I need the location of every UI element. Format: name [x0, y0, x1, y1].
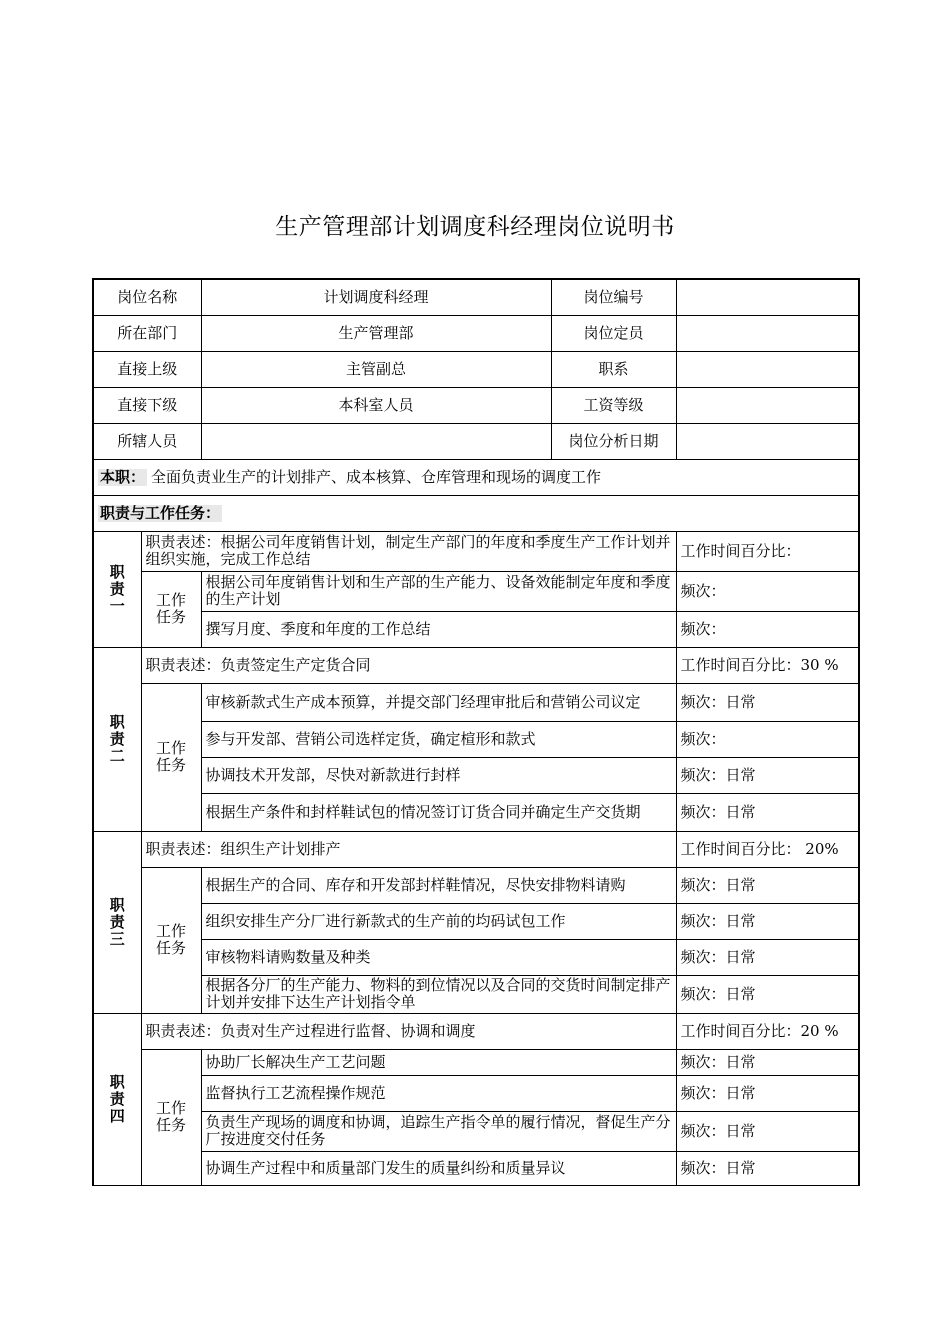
info-label: 岗位定员: [551, 315, 676, 351]
info-value: [676, 351, 859, 387]
main-duty: [93, 459, 859, 495]
task-frequency: 频次：日常: [676, 867, 859, 903]
info-label: 岗位名称: [93, 279, 201, 315]
task-row: [93, 939, 859, 975]
task-text: 审核物料请购数量及种类: [201, 939, 676, 975]
main-duty-label: 本职：: [100, 467, 146, 486]
work-task-label: [141, 571, 201, 647]
task-text: 协调生产过程中和质量部门发生的质量纠纷和质量异议: [201, 1151, 676, 1185]
info-label: 工资等级: [551, 387, 676, 423]
work-task-label-line: 任务: [156, 756, 187, 774]
task-frequency: 频次：日常: [676, 757, 859, 793]
work-task-label: [141, 1049, 201, 1185]
task-frequency: 频次：日常: [676, 1075, 859, 1111]
work-task-label-line: 工作: [156, 922, 187, 940]
duty-label-char: 职: [109, 895, 125, 914]
work-task-label-line: 工作: [156, 739, 187, 757]
task-row: [93, 683, 859, 721]
task-text: 协调技术开发部，尽快对新款进行封样: [201, 757, 676, 793]
duty-label: [93, 647, 141, 831]
task-frequency: 频次：日常: [676, 903, 859, 939]
info-row: [93, 423, 859, 459]
info-value: [676, 387, 859, 423]
duty-label-char: 二: [109, 746, 125, 765]
task-text: 协助厂长解决生产工艺问题: [201, 1049, 676, 1075]
work-task-label: [141, 867, 201, 1013]
duty-statement: 职责表述：负责签定生产定货合同: [141, 647, 676, 683]
duty-label-char: 职: [109, 562, 125, 581]
work-task-label-line: 任务: [156, 939, 187, 957]
duty-percent: 工作时间百分比： 20%: [676, 831, 859, 867]
info-value: 主管副总: [201, 351, 551, 387]
task-row: [93, 1151, 859, 1185]
info-label: 所辖人员: [93, 423, 201, 459]
task-row: [93, 757, 859, 793]
task-row: [93, 1111, 859, 1151]
task-text: 根据各分厂的生产能力、物料的到位情况以及合同的交货时间制定排产计划并安排下达生产计划指令单: [201, 975, 676, 1013]
info-value: [676, 279, 859, 315]
task-row: [93, 611, 859, 647]
task-text: 根据公司年度销售计划和生产部的生产能力、设备效能制定年度和季度的生产计划: [201, 571, 676, 611]
duty-percent: 工作时间百分比：20 %: [676, 1013, 859, 1049]
task-frequency: 频次：日常: [676, 1151, 859, 1185]
task-row: [93, 1075, 859, 1111]
info-label: 岗位分析日期: [551, 423, 676, 459]
info-label: 直接上级: [93, 351, 201, 387]
duties-heading-label: 职责与工作任务：: [100, 503, 221, 522]
task-text: 根据生产条件和封样鞋试包的情况签订订货合同并确定生产交货期: [201, 793, 676, 831]
task-text: 审核新款式生产成本预算，并提交部门经理审批后和营销公司议定: [201, 683, 676, 721]
work-task-label-line: 工作: [156, 1099, 187, 1117]
task-frequency: 频次：日常: [676, 793, 859, 831]
info-row: [93, 387, 859, 423]
info-label: 职系: [551, 351, 676, 387]
duty-label-char: 责: [109, 579, 125, 598]
task-row: [93, 867, 859, 903]
info-value: 本科室人员: [201, 387, 551, 423]
duty-percent: 工作时间百分比：30 %: [676, 647, 859, 683]
duty-label-char: 四: [109, 1106, 125, 1125]
task-frequency: 频次：日常: [676, 683, 859, 721]
duty-percent: 工作时间百分比：: [676, 531, 859, 571]
work-task-label-line: 任务: [156, 608, 187, 626]
info-label: 岗位编号: [551, 279, 676, 315]
task-row: [93, 571, 859, 611]
info-value: 生产管理部: [201, 315, 551, 351]
task-row: [93, 903, 859, 939]
task-text: 参与开发部、营销公司选样定货，确定楦形和款式: [201, 721, 676, 757]
task-frequency: 频次：日常: [676, 1049, 859, 1075]
duty-label: [93, 1013, 141, 1185]
duty-label-char: 职: [109, 1072, 125, 1091]
task-text: 监督执行工艺流程操作规范: [201, 1075, 676, 1111]
info-label: 所在部门: [93, 315, 201, 351]
duty-statement: 职责表述：根据公司年度销售计划，制定生产部门的年度和季度生产工作计划并组织实施，完成工作总结: [141, 531, 676, 571]
duty-label: [93, 531, 141, 647]
task-text: 组织安排生产分厂进行新款式的生产前的均码试包工作: [201, 903, 676, 939]
duty-statement-row: [93, 1013, 859, 1049]
duty-statement: 职责表述：负责对生产过程进行监督、协调和调度: [141, 1013, 676, 1049]
work-task-label-line: 工作: [156, 591, 187, 609]
duties-heading: [93, 495, 859, 531]
info-value: [676, 315, 859, 351]
work-task-label-line: 任务: [156, 1116, 187, 1134]
task-frequency: 频次：: [676, 611, 859, 647]
info-row: [93, 315, 859, 351]
document-title: 生产管理部计划调度科经理岗位说明书: [275, 214, 675, 240]
duty-label: [93, 831, 141, 1013]
info-value: [201, 423, 551, 459]
task-row: [93, 1049, 859, 1075]
duty-label-char: 责: [109, 729, 125, 748]
duty-label-char: 职: [109, 712, 125, 731]
duty-statement-row: [93, 531, 859, 571]
duty-label-char: 一: [109, 596, 125, 615]
task-row: [93, 793, 859, 831]
task-frequency: 频次：: [676, 571, 859, 611]
work-task-label: [141, 683, 201, 831]
task-row: [93, 975, 859, 1013]
task-frequency: 频次：日常: [676, 975, 859, 1013]
info-row: [93, 279, 859, 315]
task-frequency: 频次：日常: [676, 1111, 859, 1151]
task-frequency: 频次：日常: [676, 939, 859, 975]
duty-statement-row: [93, 831, 859, 867]
duty-label-char: 责: [109, 912, 125, 931]
main-duty-text: 全面负责业生产的计划排产、成本核算、仓库管理和现场的调度工作: [151, 467, 602, 486]
task-text: 撰写月度、季度和年度的工作总结: [201, 611, 676, 647]
task-row: [93, 721, 859, 757]
job-description-table: [92, 278, 860, 1186]
task-frequency: 频次：: [676, 721, 859, 757]
task-text: 根据生产的合同、库存和开发部封样鞋情况，尽快安排物料请购: [201, 867, 676, 903]
duty-statement-row: [93, 647, 859, 683]
info-value: 计划调度科经理: [201, 279, 551, 315]
info-row: [93, 351, 859, 387]
info-label: 直接下级: [93, 387, 201, 423]
task-text: 负责生产现场的调度和协调，追踪生产指令单的履行情况，督促生产分厂按进度交付任务: [201, 1111, 676, 1151]
duty-label-char: 责: [109, 1089, 125, 1108]
duty-label-char: 三: [109, 929, 125, 948]
info-value: [676, 423, 859, 459]
duty-statement: 职责表述：组织生产计划排产: [141, 831, 676, 867]
